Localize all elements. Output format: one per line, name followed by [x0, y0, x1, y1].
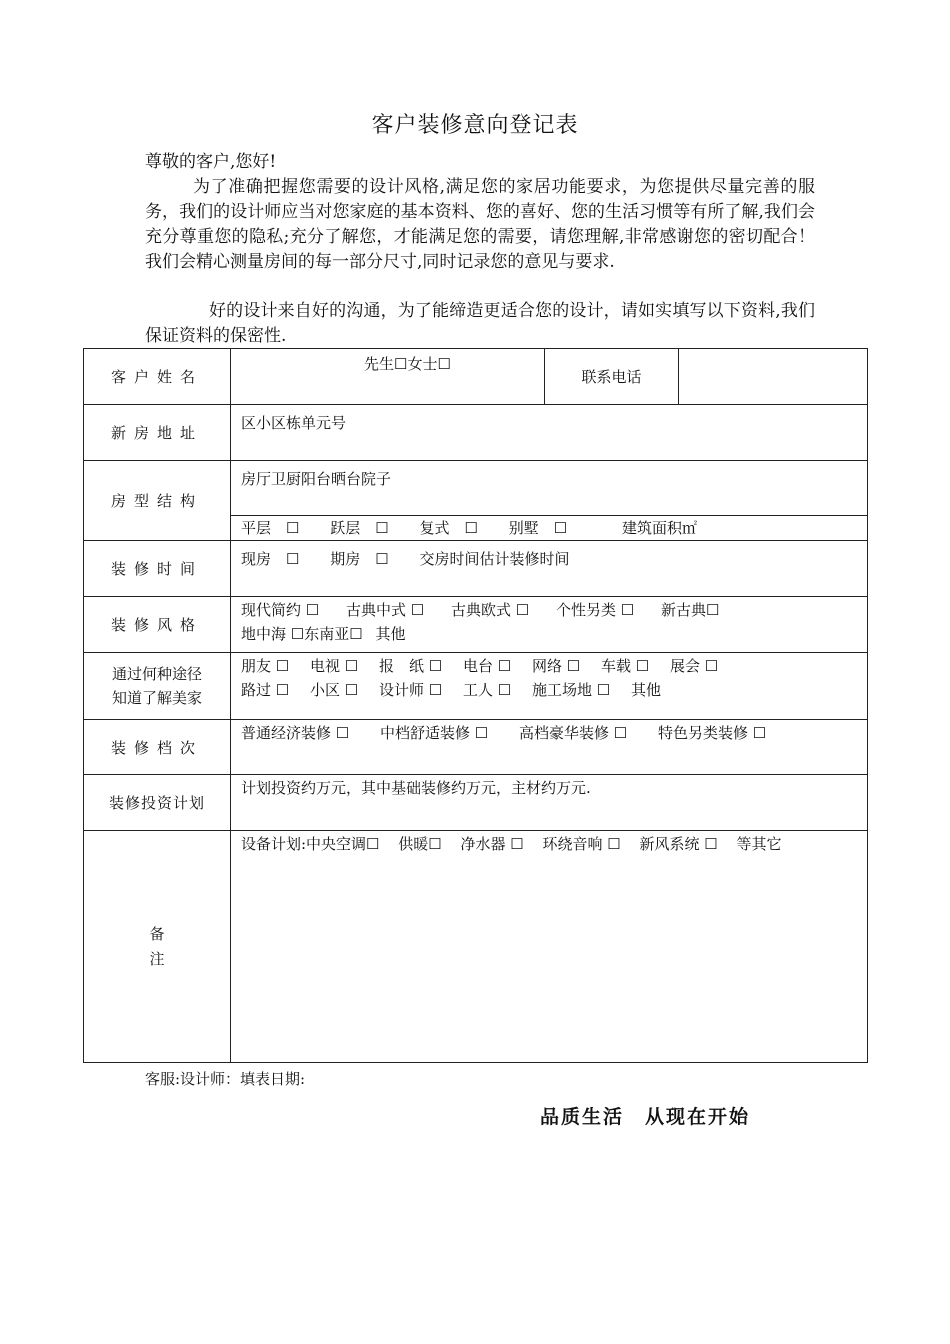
- source-option-radio[interactable]: 电台 ☐: [463, 657, 512, 675]
- budget-value: 计划投资约万元，其中基础装修约万元，主材约万元.: [241, 779, 591, 797]
- equipment-fresh-air[interactable]: 新风系统 ☐: [639, 835, 718, 853]
- source-option-community[interactable]: 小区 ☐: [310, 681, 359, 699]
- remark-field[interactable]: [231, 831, 868, 1063]
- registration-form: [83, 348, 868, 1063]
- style-option-unique[interactable]: 个性另类 ☐: [556, 601, 635, 619]
- budget-field[interactable]: [231, 775, 868, 831]
- phone-label: 联系电话: [545, 349, 679, 405]
- name-label: 客户姓名: [110, 368, 203, 386]
- source-option-internet[interactable]: 网络 ☐: [532, 657, 581, 675]
- style-option-other[interactable]: 其他: [375, 625, 406, 643]
- time-label-cell: [84, 541, 231, 597]
- address-value: 区小区栋单元号: [241, 414, 347, 432]
- grade-option-luxury[interactable]: 高档豪华装修 ☐: [519, 724, 628, 742]
- layout-value: 房厅卫厨阳台晒台院子: [241, 470, 392, 488]
- source-label-line-2: 知道了解美家: [111, 689, 202, 707]
- remark-label-cell: [84, 831, 231, 1063]
- source-label-line-1: 通过何种途径: [111, 665, 202, 683]
- name-label-cell: [84, 349, 231, 405]
- style-option-chinese[interactable]: 古典中式 ☐: [346, 601, 425, 619]
- layout-type-multilevel[interactable]: 复式 ☐: [419, 519, 478, 537]
- style-label: 装修风格: [110, 616, 203, 634]
- intro-paragraph-2: 好的设计来自好的沟通，为了能缔造更适合您的设计，请如实填写以下资料,我们保证资料的保密性.: [145, 301, 815, 346]
- remark-label-line-2: 注: [149, 949, 165, 968]
- source-option-worker[interactable]: 工人 ☐: [463, 681, 512, 699]
- slogan: 品质生活 从现在开始: [540, 1106, 751, 1128]
- source-option-newspaper[interactable]: 报 纸 ☐: [379, 657, 443, 675]
- layout-field[interactable]: [231, 461, 868, 516]
- address-label-cell: [84, 405, 231, 461]
- area-label: 建筑面积㎡: [621, 519, 697, 537]
- footer-signature-line: 客服:设计师：填表日期:: [145, 1070, 306, 1088]
- style-label-cell: [84, 597, 231, 653]
- style-option-neoclassic[interactable]: 新古典☐: [661, 601, 720, 619]
- equipment-water-purifier[interactable]: 净水器 ☐: [460, 835, 524, 853]
- source-option-designer[interactable]: 设计师 ☐: [379, 681, 443, 699]
- equipment-heating[interactable]: 供暖☐: [398, 835, 442, 853]
- style-field: [231, 597, 868, 653]
- grade-label-cell: [84, 720, 231, 775]
- source-option-tv[interactable]: 电视 ☐: [310, 657, 359, 675]
- source-option-site[interactable]: 施工场地 ☐: [532, 681, 611, 699]
- layout-label: 房型结构: [110, 492, 203, 510]
- intro-paragraph-1: 为了准确把握您需要的设计风格,满足您的家居功能要求，为您提供尽量完善的服务，我们的设计师应当对您家庭的基本资料、您的喜好、您的生活习惯等有所了解,我们会充分尊重您的隐私;充分了解您，才能满足您的需要，请您理解,非常感谢您的密切配合！我们会精心测量房间的每一部分尺寸,同时记录您的意见与要求.: [145, 177, 815, 272]
- source-option-friend[interactable]: 朋友 ☐: [241, 657, 290, 675]
- phone-field[interactable]: [679, 349, 868, 405]
- source-option-exhibition[interactable]: 展会 ☐: [670, 657, 719, 675]
- equipment-central-ac[interactable]: 设备计划:中央空调☐: [241, 835, 380, 853]
- grade-option-special[interactable]: 特色另类装修 ☐: [658, 724, 767, 742]
- style-option-modern[interactable]: 现代简约 ☐: [241, 601, 320, 619]
- page-title: 客户装修意向登记表: [371, 113, 579, 138]
- equipment-other: 等其它: [736, 835, 782, 853]
- time-option-estimate: 交房时间估计装修时间: [419, 550, 570, 568]
- budget-label: 装修投资计划: [84, 775, 231, 831]
- style-option-mediterranean[interactable]: 地中海 ☐东南亚☐: [241, 625, 363, 643]
- grade-option-economy[interactable]: 普通经济装修 ☐: [241, 724, 350, 742]
- time-option-ready[interactable]: 现房 ☐: [241, 550, 300, 568]
- address-label: 新房地址: [110, 424, 203, 442]
- remark-label-line-1: 备: [149, 924, 165, 943]
- grade-option-comfort[interactable]: 中档舒适装修 ☐: [380, 724, 489, 742]
- layout-type-row: [231, 516, 868, 541]
- grade-label: 装修档次: [110, 738, 203, 757]
- source-option-passing[interactable]: 路过 ☐: [241, 681, 290, 699]
- source-field: [231, 653, 868, 720]
- time-field: [231, 541, 868, 597]
- grade-field: [231, 720, 868, 775]
- address-field[interactable]: [231, 405, 868, 461]
- style-option-european[interactable]: 古典欧式 ☐: [451, 601, 530, 619]
- time-label: 装修时间: [110, 560, 203, 578]
- equipment-surround-sound[interactable]: 环绕音响 ☐: [542, 835, 621, 853]
- layout-label-cell: [84, 461, 231, 541]
- layout-type-duplex[interactable]: 跃层 ☐: [330, 519, 389, 537]
- layout-type-flat[interactable]: 平层 ☐: [241, 519, 300, 537]
- source-option-vehicle[interactable]: 车载 ☐: [601, 657, 650, 675]
- layout-type-villa[interactable]: 别墅 ☐: [508, 519, 568, 537]
- greeting: 尊敬的客户,您好!: [145, 152, 277, 172]
- source-label-cell: [84, 653, 231, 720]
- source-option-other[interactable]: 其他: [631, 681, 662, 699]
- gender-options[interactable]: 先生☐女士☐: [364, 355, 451, 373]
- time-option-presale[interactable]: 期房 ☐: [330, 550, 389, 568]
- name-field[interactable]: [231, 349, 545, 405]
